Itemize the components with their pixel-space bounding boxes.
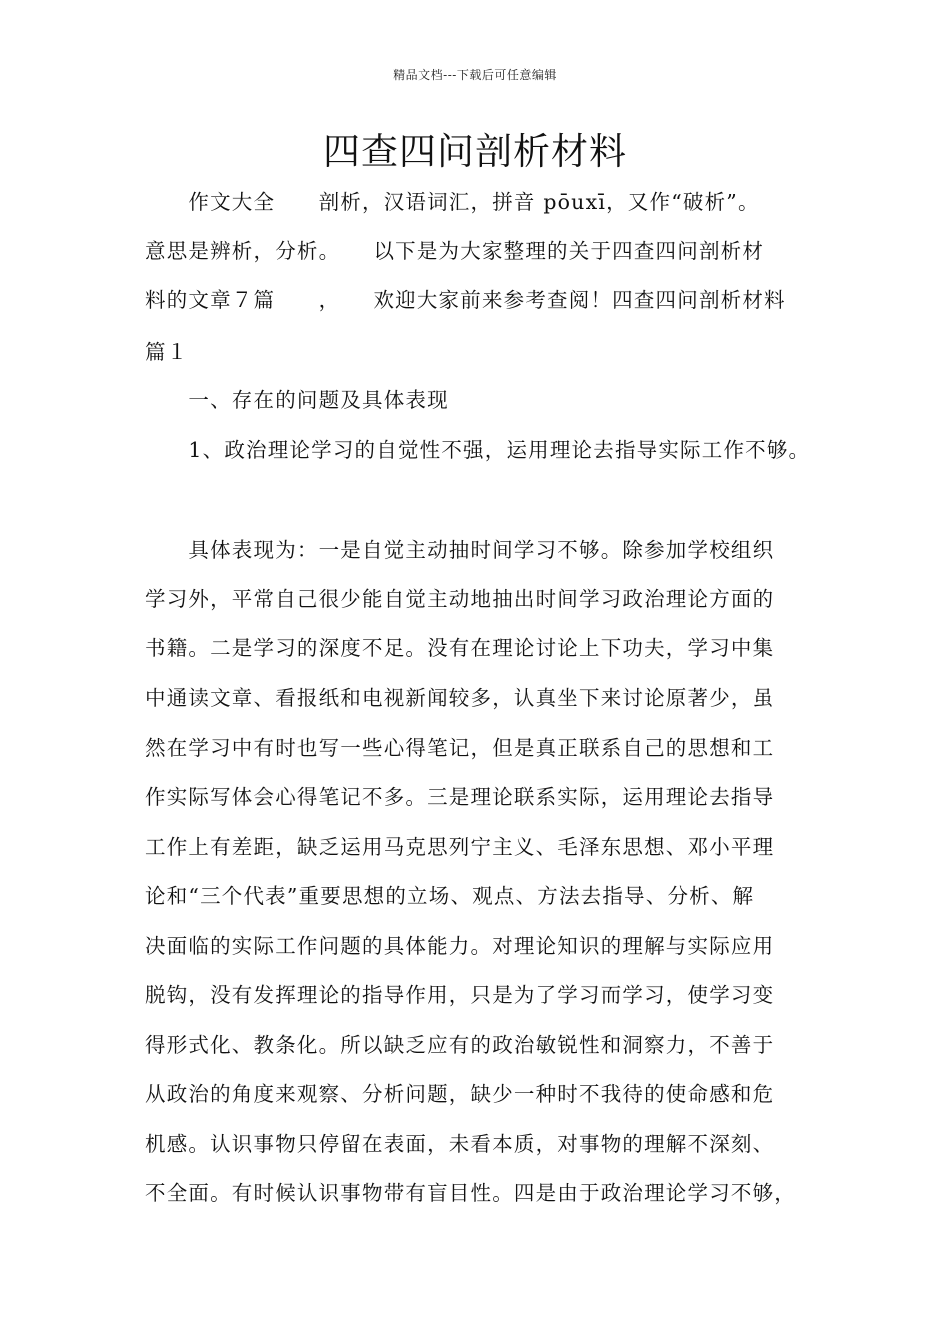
document-title: 四查四问剖析材料 (323, 130, 627, 173)
body-line: 意思是辨析，分析。 以下是为大家整理的关于四查四问剖析材 (145, 239, 765, 263)
body-line: 中通读文章、看报纸和电视新闻较多，认真坐下来讨论原著少，虽 (145, 686, 775, 710)
body-line: 具体表现为：一是自觉主动抽时间学习不够。除参加学校组织 (145, 538, 775, 562)
body-line: 决面临的实际工作问题的具体能力。对理论知识的理解与实际应用 (145, 934, 775, 958)
body-line: 机感。认识事物只停留在表面，未看本质，对事物的理解不深刻、 (145, 1132, 775, 1156)
body-line: 不全面。有时候认识事物带有盲目性。四是由于政治理论学习不够， (145, 1181, 796, 1205)
body-line: 1、政治理论学习的自觉性不强，运用理论去指导实际工作不够。 (145, 438, 811, 462)
body-line: 学习外，平常自己很少能自觉主动地抽出时间学习政治理论方面的 (145, 587, 775, 611)
body-line: 篇１ (145, 340, 189, 364)
body-line: 书籍。二是学习的深度不足。没有在理论讨论上下功夫，学习中集 (145, 636, 775, 660)
body-line: 得形式化、教条化。所以缺乏应有的政治敏锐性和洞察力，不善于 (145, 1033, 775, 1057)
body-line: 料的文章７篇 ， 欢迎大家前来参考查阅！四查四问剖析材料 (145, 288, 786, 312)
body-line: 然在学习中有时也写一些心得笔记，但是真正联系自己的思想和工 (145, 736, 775, 760)
body-line: 论和“三个代表”重要思想的立场、观点、方法去指导、分析、解 (145, 884, 755, 908)
body-line: 作文大全 剖析，汉语词汇，拼音 pōuxī，又作“破析”。 (145, 190, 760, 214)
header-note: 精品文档---下载后可任意编辑 (393, 68, 557, 82)
body-line: 工作上有差距，缺乏运用马克思列宁主义、毛泽东思想、邓小平理 (145, 835, 775, 859)
body-line: 一、存在的问题及具体表现 (145, 388, 449, 412)
body-line: 作实际写体会心得笔记不多。三是理论联系实际，运用理论去指导 (145, 785, 775, 809)
body-line: 脱钩，没有发挥理论的指导作用，只是为了学习而学习，使学习变 (145, 983, 775, 1007)
body-line: 从政治的角度来观察、分析问题，缺少一种时不我待的使命感和危 (145, 1082, 775, 1106)
